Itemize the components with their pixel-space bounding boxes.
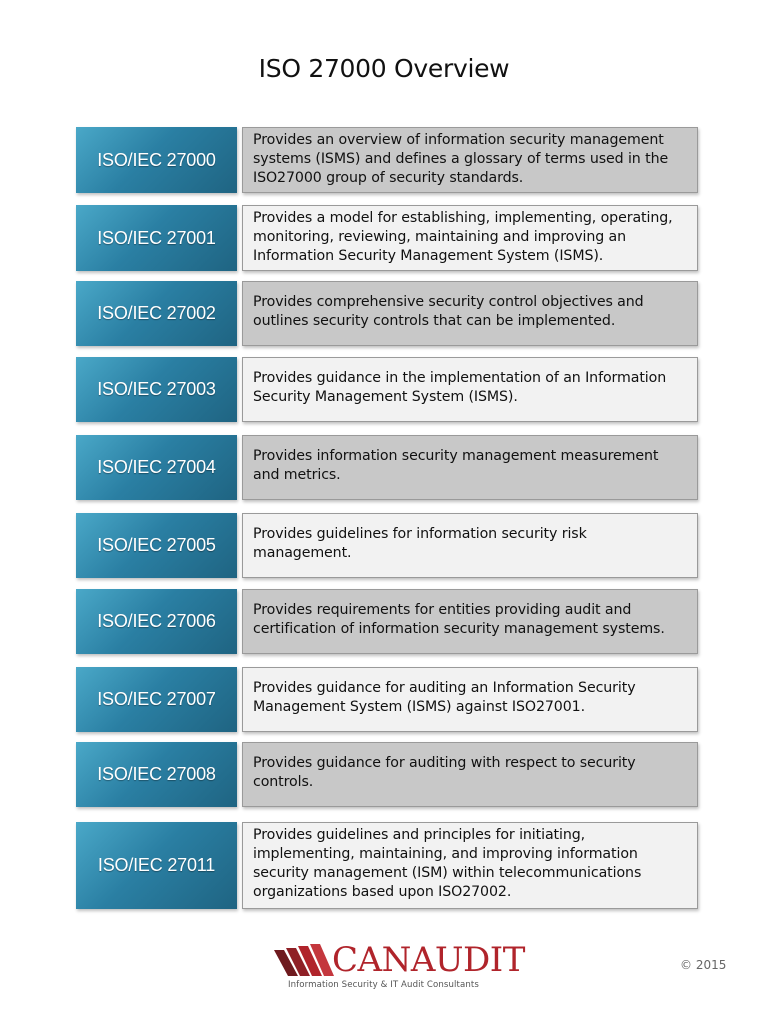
standard-row-27005 xyxy=(76,513,698,578)
standard-label: ISO/IEC 27008 xyxy=(97,764,216,784)
standard-description-box xyxy=(242,205,698,271)
standard-label: ISO/IEC 27004 xyxy=(97,457,216,477)
standard-description: Provides an overview of information security management systems (ISMS) and defines a glossary of terms used in the ISO27000 group of security standards. xyxy=(253,132,669,186)
standard-label-box xyxy=(76,667,237,732)
standard-label-box xyxy=(76,742,237,807)
standard-row-27002 xyxy=(76,281,698,346)
standard-label: ISO/IEC 27001 xyxy=(97,227,216,248)
standard-description: Provides guidance in the implementation of an Information Security Management System (ISMS). xyxy=(253,370,667,405)
standard-row-27007 xyxy=(76,667,698,732)
standard-label: ISO/IEC 27005 xyxy=(97,535,216,555)
standard-label: ISO/IEC 27011 xyxy=(97,855,216,875)
standard-row-27000 xyxy=(76,127,698,193)
standard-description-box xyxy=(242,127,698,193)
standard-label-box xyxy=(76,205,237,271)
standard-description: Provides comprehensive security control objectives and outlines security controls that can be implemented. xyxy=(253,294,644,329)
standard-description: Provides guidelines and principles for initiating, implementing, maintaining, and improving information security management (ISM) within telecommunications organizations based upon ISO27002. xyxy=(253,827,642,900)
standard-description: Provides guidance for auditing with respect to security controls. xyxy=(253,755,636,790)
standard-row-27011 xyxy=(76,822,698,909)
standard-label: ISO/IEC 27000 xyxy=(97,149,216,170)
standard-description-box xyxy=(242,822,698,909)
copyright-notice: © 2015 xyxy=(680,958,727,972)
canaudit-logo-wordmark: CANAUDIT xyxy=(332,940,525,980)
page-title: ISO 27000 Overview xyxy=(258,54,510,83)
standard-description-box xyxy=(242,742,698,807)
standard-label-box xyxy=(76,822,237,909)
standard-description: Provides a model for establishing, implementing, operating, monitoring, reviewing, maintaining and improving an Information Security Management System (ISMS). xyxy=(253,210,673,264)
standard-label-box xyxy=(76,281,237,346)
standard-row-27001 xyxy=(76,205,698,271)
canaudit-logo-tagline: Information Security & IT Audit Consultants xyxy=(288,980,479,990)
canaudit-logo xyxy=(272,940,525,994)
standard-label-box xyxy=(76,435,237,500)
standard-description: Provides guidelines for information security risk management. xyxy=(253,526,587,561)
standard-label: ISO/IEC 27006 xyxy=(97,611,216,631)
standard-description-box xyxy=(242,667,698,732)
standard-label-box xyxy=(76,357,237,422)
standard-row-27004 xyxy=(76,435,698,500)
standard-description: Provides requirements for entities providing audit and certification of information security management systems. xyxy=(253,602,665,637)
standard-label: ISO/IEC 27007 xyxy=(97,689,216,709)
canaudit-logo-mark-icon xyxy=(272,944,334,978)
standard-row-27003 xyxy=(76,357,698,422)
standard-description-box xyxy=(242,281,698,346)
standard-description-box xyxy=(242,357,698,422)
standard-description-box xyxy=(242,589,698,654)
standard-description-box xyxy=(242,513,698,578)
standard-description: Provides information security management measurement and metrics. xyxy=(253,448,659,483)
standard-label-box xyxy=(76,513,237,578)
standard-row-27008 xyxy=(76,742,698,807)
standard-description: Provides guidance for auditing an Information Security Management System (ISMS) against ISO27001. xyxy=(253,680,636,715)
standard-row-27006 xyxy=(76,589,698,654)
standard-label-box xyxy=(76,127,237,193)
standard-description-box xyxy=(242,435,698,500)
standard-label-box xyxy=(76,589,237,654)
standard-label: ISO/IEC 27003 xyxy=(97,379,216,399)
standard-label: ISO/IEC 27002 xyxy=(97,303,216,323)
